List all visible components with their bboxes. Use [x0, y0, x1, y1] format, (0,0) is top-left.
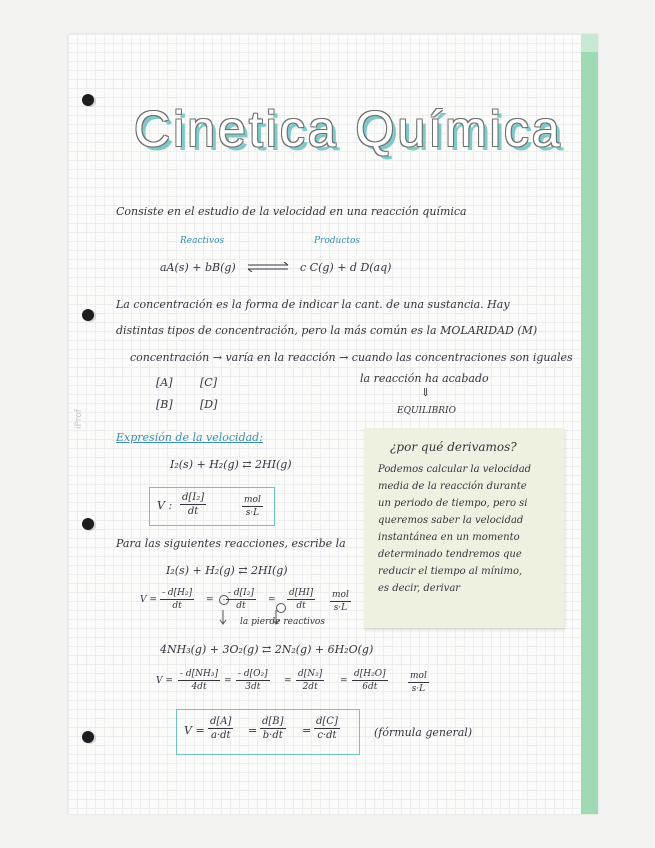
rate4-unit-den: s·L	[411, 684, 426, 694]
binder-hole	[82, 731, 94, 743]
sticky-line: instantánea en un momento	[378, 532, 520, 543]
sticky-line: determinado tendremos que	[378, 549, 522, 560]
rate3-term-3	[287, 588, 315, 611]
general-term-3-num: d[C]	[316, 716, 338, 727]
rate3-term-2-den: dt	[236, 601, 246, 611]
rate4-term-4	[352, 669, 388, 692]
rate4-unit-num: mol	[410, 671, 427, 681]
general-note: (fórmula general)	[374, 726, 473, 739]
rate4-term-1-den: 4dt	[191, 682, 207, 692]
rate3-note: la pierde reactivos	[240, 617, 325, 627]
reaction-4: 4NH₃(g) + 3O₂(g) ⇄ 2N₂(g) + 6H₂O(g)	[160, 643, 374, 656]
reaction-left: aA(s) + bB(g)	[160, 261, 236, 274]
watermark: iProf	[73, 409, 84, 429]
sticky-line: media de la reacción durante	[378, 481, 527, 492]
rate4-term-1	[178, 669, 220, 692]
label-reactivos: Reactivos	[180, 236, 225, 246]
concentration-text-2: distintas tipos de concentración, pero la más común es la MOLARIDAD (M)	[116, 324, 538, 337]
reaction-right: c C(g) + d D(aq)	[300, 261, 392, 274]
general-term-2	[260, 716, 286, 741]
box-fraction-num: d[I₂]	[182, 492, 205, 503]
rate3-term-1-den: dt	[172, 601, 182, 611]
general-term-2-den: b·dt	[262, 730, 283, 741]
general-v: V =	[184, 724, 205, 737]
binder-hole	[82, 518, 94, 530]
rate3-term-2	[226, 588, 256, 611]
rate4-term-3-num: d[N₂]	[298, 669, 323, 679]
sticky-line: un periodo de tiempo, pero si	[378, 498, 528, 509]
rate4-term-2	[236, 669, 270, 692]
rate4-v: V =	[156, 676, 173, 686]
box-fraction	[180, 492, 206, 517]
rate4-term-2-num: - d[O₂]	[238, 669, 268, 679]
rate3-unit-num: mol	[332, 590, 349, 600]
double-arrow-icon: ⇓	[421, 386, 431, 399]
general-eq-1: =	[248, 724, 258, 737]
bracket-c: [C]	[200, 376, 217, 389]
rate4-term-4-num: d[H₂O]	[354, 669, 386, 679]
general-term-3	[314, 716, 340, 741]
following-text: Para las siguientes reacciones, escribe la	[116, 537, 346, 550]
bracket-b: [B]	[156, 398, 173, 411]
binder-hole	[82, 94, 94, 106]
rate3-term-3-den: dt	[296, 601, 306, 611]
rate3-eq-2: =	[268, 595, 276, 605]
intro-text: Consiste en el estudio de la velocidad en una reacción química	[116, 205, 467, 218]
equilibrio-label: EQUILIBRIO	[397, 406, 456, 416]
general-term-3-den: c·dt	[317, 730, 337, 741]
rate3-unit	[330, 590, 351, 613]
rate3-term-1	[160, 588, 194, 611]
sticky-line: reducir el tiempo al mínimo,	[378, 566, 523, 577]
box-v-label: V :	[157, 499, 173, 512]
sticky-line: Podemos calcular la velocidad	[378, 464, 532, 475]
equilibrium-arrow-icon	[246, 262, 290, 272]
rate3-unit-den: s·L	[333, 603, 348, 613]
general-term-1-den: a·dt	[210, 730, 231, 741]
sticky-note	[364, 428, 564, 628]
rate4-term-4-den: 6dt	[362, 682, 378, 692]
binder-hole	[82, 309, 94, 321]
sticky-line: queremos saber la velocidad	[378, 515, 524, 526]
concentration-text-1: La concentración es la forma de indicar la cant. de una sustancia. Hay	[116, 298, 510, 311]
expression-heading: Expresión de la velocidad:	[116, 431, 263, 444]
general-term-1	[208, 716, 233, 741]
reaction-end: la reacción ha acabado	[360, 372, 489, 385]
concentration-line: concentración → varía en la reacción → cuando las concentraciones son iguales	[130, 351, 573, 364]
rate4-eq-3: =	[340, 676, 348, 686]
minus-circle-icon: -	[219, 595, 229, 605]
rate4-term-3	[296, 669, 324, 692]
rate3-term-1-num: - d[H₂]	[162, 588, 193, 598]
general-term-2-num: d[B]	[262, 716, 284, 727]
rate4-eq-2: =	[284, 676, 292, 686]
general-eq-2: =	[302, 724, 312, 737]
sticky-line: es decir, derivar	[378, 583, 461, 594]
rate3-term-3-num: d[HI]	[289, 588, 314, 598]
rate3-v: V =	[140, 595, 157, 605]
bracket-a: [A]	[156, 376, 173, 389]
rate3-eq-1: =	[206, 595, 214, 605]
general-term-1-num: d[A]	[210, 716, 232, 727]
rate4-term-1-num: - d[NH₃]	[180, 669, 219, 679]
rate4-term-3-den: 2dt	[302, 682, 318, 692]
box-fraction-den: dt	[187, 506, 199, 517]
page-title: Cinetica Química	[134, 101, 563, 157]
box-unit-num: mol	[244, 495, 261, 505]
rate4-unit	[408, 671, 429, 694]
rate4-eq-1: =	[224, 676, 232, 686]
sticky-heading: ¿por qué derivamos?	[390, 440, 517, 454]
reaction-3: I₂(s) + H₂(g) ⇄ 2HI(g)	[166, 564, 288, 577]
rate3-term-2-num: - d[I₂]	[228, 588, 254, 598]
box-unit-den: s·L	[245, 508, 260, 518]
box-unit	[242, 495, 263, 518]
label-productos: Productos	[314, 236, 361, 246]
margin-strip	[581, 34, 598, 814]
bracket-d: [D]	[200, 398, 218, 411]
rate4-term-2-den: 3dt	[245, 682, 261, 692]
reaction-2: I₂(s) + H₂(g) ⇄ 2HI(g)	[170, 458, 292, 471]
